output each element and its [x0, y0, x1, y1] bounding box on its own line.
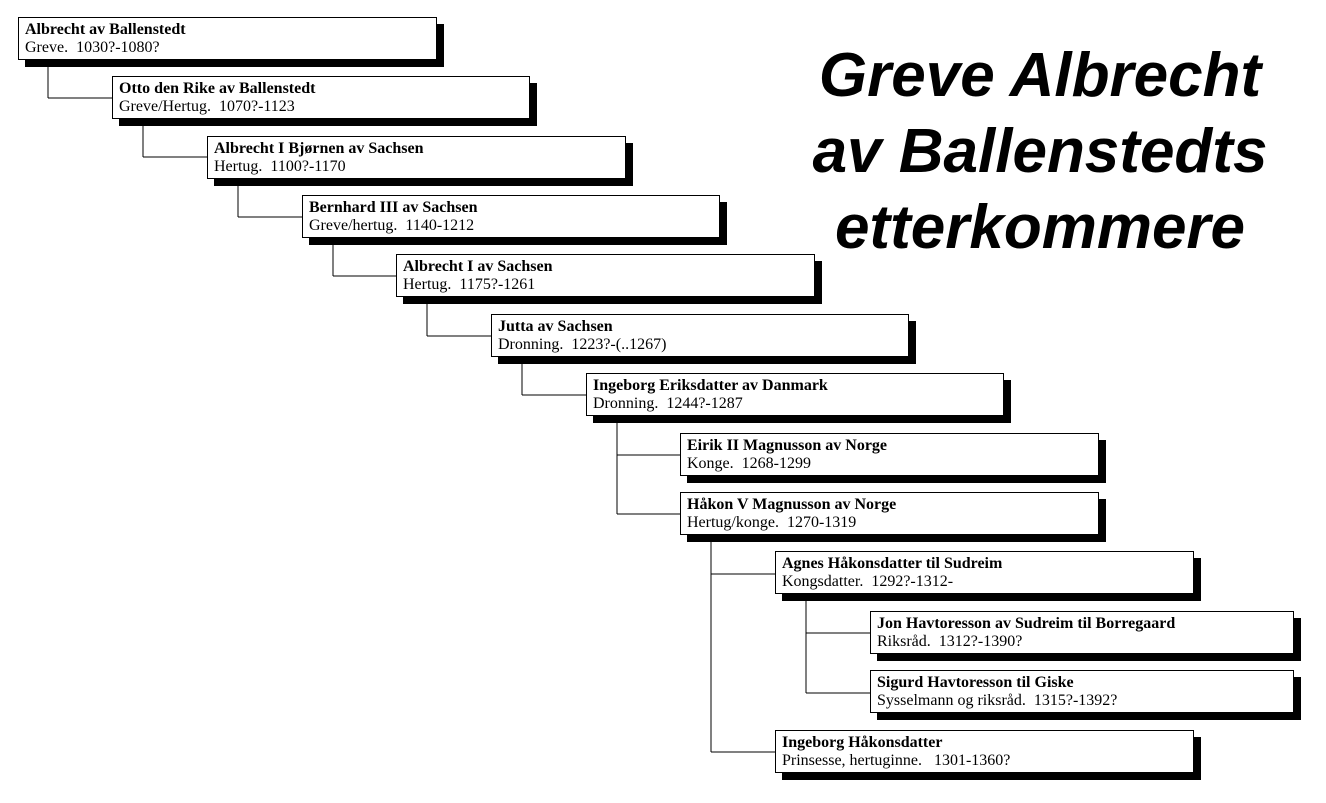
- person-info: Hertug. 1175?-1261: [403, 276, 536, 293]
- person-info: Sysselmann og riksråd. 1315?-1392?: [877, 692, 1118, 709]
- person-name: Otto den Rike av Ballenstedt: [119, 80, 316, 97]
- person-box-jutta-av-sachsen: [491, 314, 909, 357]
- person-box-albrecht-av-ballenstedt: [18, 17, 437, 60]
- person-box-sigurd-havtoresson: [870, 670, 1294, 713]
- person-box-jon-havtoresson: [870, 611, 1294, 654]
- person-info: Hertug/konge. 1270-1319: [687, 514, 857, 531]
- person-info: Dronning. 1244?-1287: [593, 395, 743, 412]
- person-box-ingeborg-hakonsdatter: [775, 730, 1194, 773]
- person-info: Greve/hertug. 1140-1212: [309, 217, 475, 234]
- person-name: Jon Havtoresson av Sudreim til Borregaard: [877, 615, 1176, 632]
- person-name: Albrecht I Bjørnen av Sachsen: [214, 140, 424, 157]
- person-info: Riksråd. 1312?-1390?: [877, 633, 1023, 650]
- person-name: Agnes Håkonsdatter til Sudreim: [782, 555, 1003, 572]
- person-box-ingeborg-eriksdatter: [586, 373, 1004, 416]
- person-box-eirik-ii: [680, 433, 1099, 476]
- person-info: Kongsdatter. 1292?-1312-: [782, 573, 954, 590]
- person-name: Eirik II Magnusson av Norge: [687, 437, 888, 454]
- person-box-agnes-hakonsdatter: [775, 551, 1194, 594]
- person-name: Sigurd Havtoresson til Giske: [877, 674, 1074, 691]
- person-name: Albrecht av Ballenstedt: [25, 21, 186, 38]
- person-info: Konge. 1268-1299: [687, 455, 811, 472]
- title-line-1: Greve Albrecht: [818, 41, 1262, 110]
- person-box-bernhard-iii: [302, 195, 720, 238]
- person-info: Prinsesse, hertuginne. 1301-1360?: [782, 752, 1011, 769]
- title-line-3: etterkommere: [834, 193, 1246, 262]
- person-box-albrecht-i-bjornen: [207, 136, 626, 179]
- person-box-otto-den-rike: [112, 76, 530, 119]
- person-info: Hertug. 1100?-1170: [214, 158, 346, 175]
- person-name: Albrecht I av Sachsen: [403, 258, 553, 275]
- person-name: Jutta av Sachsen: [498, 318, 613, 335]
- person-info: Dronning. 1223?-(..1267): [498, 336, 667, 353]
- person-info: Greve/Hertug. 1070?-1123: [119, 98, 295, 115]
- person-name: Ingeborg Eriksdatter av Danmark: [593, 377, 828, 394]
- title-line-2: av Ballenstedts: [812, 117, 1268, 186]
- person-box-albrecht-i-av-sachsen: [396, 254, 815, 297]
- person-info: Greve. 1030?-1080?: [25, 39, 160, 56]
- person-name: Ingeborg Håkonsdatter: [782, 734, 943, 751]
- person-name: Bernhard III av Sachsen: [309, 199, 478, 216]
- person-box-hakon-v: [680, 492, 1099, 535]
- person-name: Håkon V Magnusson av Norge: [687, 496, 897, 513]
